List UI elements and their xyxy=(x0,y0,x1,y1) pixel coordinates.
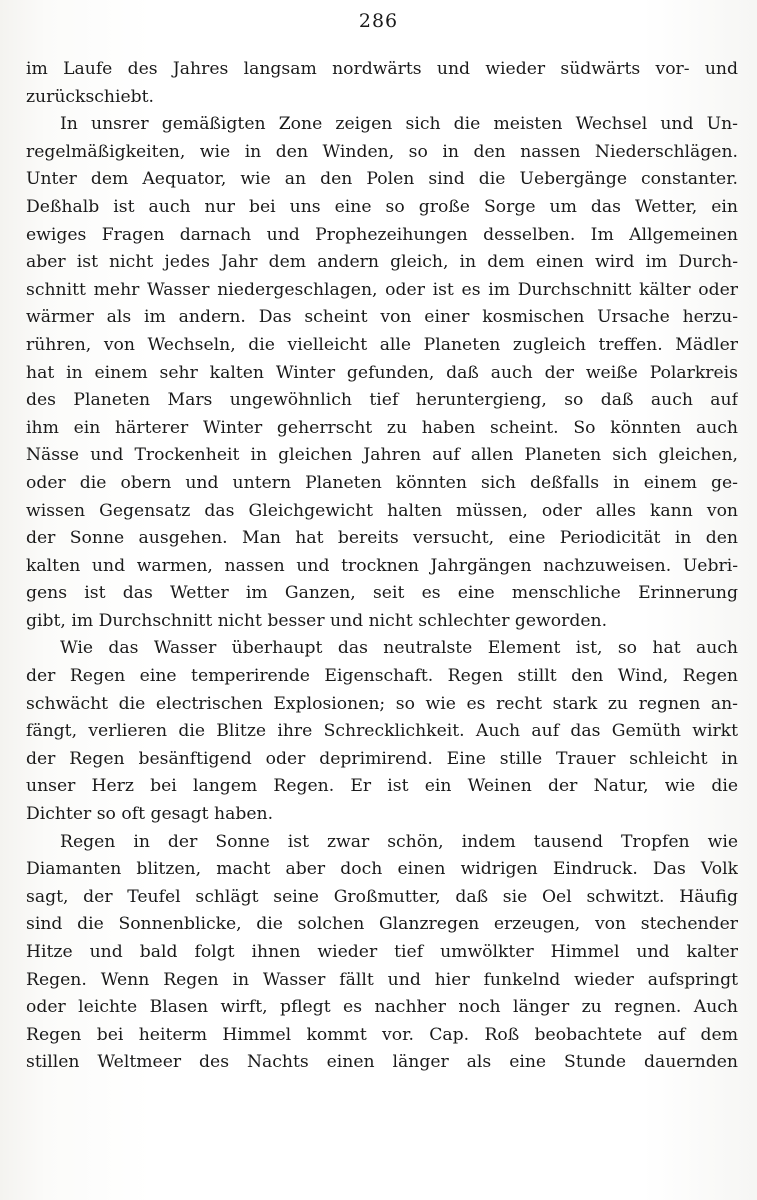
text-line: wärmer als im andern. Das scheint von einer kosmischen Ursache herzu- xyxy=(26,307,738,328)
text-line: oder leichte Blasen wirft, pflegt es nachher noch länger zu regnen. Auch xyxy=(26,997,738,1018)
page-number: 286 xyxy=(358,10,399,32)
text-line: Regen. Wenn Regen in Wasser fällt und hier funkelnd wieder aufspringt xyxy=(26,969,738,990)
text-line: wissen Gegensatz das Gleichgewicht halten müssen, oder alles kann von xyxy=(26,500,738,521)
text-line: regelmäßigkeiten, wie in den Winden, so in den nassen Niederschlägen. xyxy=(26,141,738,162)
paragraph xyxy=(26,111,738,635)
text-line: der Regen besänftigend oder deprimirend. Eine stille Trauer schleicht in xyxy=(26,748,738,769)
text-line: gibt, im Durchschnitt nicht besser und nicht schlechter geworden. xyxy=(26,610,608,631)
text-line: fängt, verlieren die Blitze ihre Schrecklichkeit. Auch auf das Gemüth wirkt xyxy=(26,721,738,742)
text-line: Diamanten blitzen, macht aber doch einen widrigen Eindruck. Das Volk xyxy=(26,859,738,880)
text-line: Regen in der Sonne ist zwar schön, indem tausend Tropfen wie xyxy=(60,831,738,852)
text-line: In unsrer gemäßigten Zone zeigen sich die meisten Wechsel und Un- xyxy=(60,114,738,135)
text-line: Deßhalb ist auch nur bei uns eine so große Sorge um das Wetter, ein xyxy=(26,196,738,217)
text-line: rühren, von Wechseln, die vielleicht alle Planeten zugleich treffen. Mädler xyxy=(26,334,738,355)
text-line: kalten und warmen, nassen und trocknen Jahrgängen nachzuweisen. Uebri- xyxy=(26,555,738,576)
text-line: Dichter so oft gesagt haben. xyxy=(26,804,274,825)
text-line: der Sonne ausgehen. Man hat bereits versucht, eine Periodicität in den xyxy=(26,528,738,549)
body-text xyxy=(26,56,738,1077)
text-line: Nässe und Trockenheit in gleichen Jahren auf allen Planeten sich gleichen, xyxy=(26,445,738,466)
text-line: Unter dem Aequator, wie an den Polen sind die Uebergänge constanter. xyxy=(26,169,738,190)
text-line: hat in einem sehr kalten Winter gefunden, daß auch der weiße Polarkreis xyxy=(26,362,738,383)
paragraph xyxy=(26,56,738,111)
paragraph xyxy=(26,829,738,1077)
text-line: ewiges Fragen darnach und Prophezeihungen desselben. Im Allgemeinen xyxy=(26,224,738,245)
text-line: Hitze und bald folgt ihnen wieder tief umwölkter Himmel und kalter xyxy=(26,942,738,962)
text-line: ihm ein härterer Winter geherrscht zu haben scheint. So könnten auch xyxy=(26,417,738,438)
text-line: aber ist nicht jedes Jahr dem andern gleich, in dem einen wird im Durch- xyxy=(26,252,738,273)
paragraph xyxy=(26,635,738,828)
text-line: oder die obern und untern Planeten könnten sich deßfalls in einem ge- xyxy=(26,472,738,493)
text-line: stillen Weltmeer des Nachts einen länger als eine Stunde dauernden xyxy=(26,1052,738,1073)
text-line: schwächt die electrischen Explosionen; so wie es recht stark zu regnen an- xyxy=(26,693,738,714)
text-line: unser Herz bei langem Regen. Er ist ein Weinen der Natur, wie die xyxy=(26,776,738,797)
text-line: gens ist das Wetter im Ganzen, seit es eine menschliche Erinnerung xyxy=(26,583,738,604)
text-line: zurückschiebt. xyxy=(26,86,155,107)
text-line: im Laufe des Jahres langsam nordwärts und wieder südwärts vor- und xyxy=(26,59,738,79)
text-line: sind die Sonnenblicke, die solchen Glanzregen erzeugen, von stechender xyxy=(26,914,738,935)
text-line: Wie das Wasser überhaupt das neutralste Element ist, so hat auch xyxy=(60,638,738,659)
text-line: schnitt mehr Wasser niedergeschlagen, oder ist es im Durchschnitt kälter oder xyxy=(26,279,738,300)
text-line: sagt, der Teufel schlägt seine Großmutter, daß sie Oel schwitzt. Häufig xyxy=(26,886,738,907)
text-line: der Regen eine temperirende Eigenschaft. Regen stillt den Wind, Regen xyxy=(26,666,738,687)
text-line: des Planeten Mars ungewöhnlich tief heruntergieng, so daß auch auf xyxy=(26,390,738,411)
text-line: Regen bei heiterm Himmel kommt vor. Cap. Roß beobachtete auf dem xyxy=(26,1024,738,1045)
